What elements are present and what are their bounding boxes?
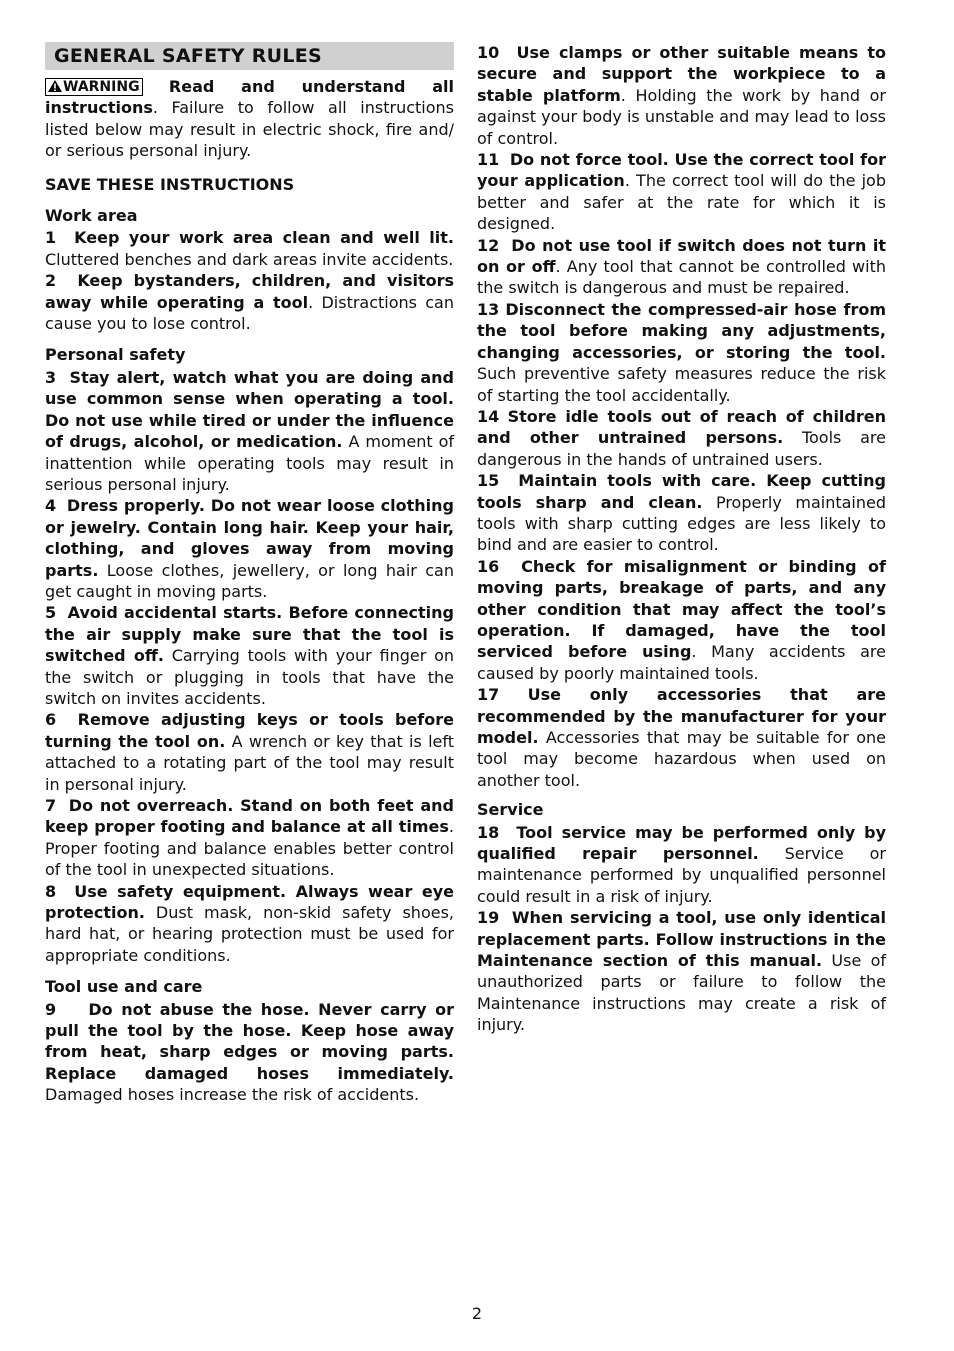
rule-number: 2	[45, 271, 57, 291]
rule-18	[477, 822, 886, 908]
rule-number: 5	[45, 603, 57, 623]
warning-triangle-icon	[47, 79, 63, 93]
rule-number: 9	[45, 999, 57, 1019]
rule-bold: Do not abuse the hose. Never carry or pull the tool by the hose. Keep hose away from heat, sharp edges or moving parts. Replace damaged hoses immediately.	[45, 999, 455, 1083]
rule-bold: Dress properly. Do not wear loose clothing or jewelry. Contain long hair. Keep your hair, clothing, and gloves away from moving parts.	[45, 496, 455, 580]
rule-text: . Many accidents are caused by poorly maintained tools.	[477, 642, 887, 683]
warning-text: . Failure to follow all instructions listed below may result in electric shock, fire and/ or serious personal injury.	[45, 98, 454, 161]
rule-text: A moment of inattention while operating tools may result in serious personal injury.	[45, 432, 455, 494]
right-column	[477, 42, 886, 1036]
rule-text: . Any tool that cannot be controlled with the switch is dangerous and must be repaired.	[477, 257, 887, 298]
section-work-area: Work area	[45, 206, 138, 226]
rule-2	[45, 270, 454, 334]
rule-number: 19	[477, 908, 500, 928]
rule-number: 13	[477, 299, 500, 319]
rule-number: 3	[45, 367, 57, 387]
rule-text: . Proper footing and balance enables better control of the tool in unexpected situations.	[45, 817, 454, 880]
left-column	[45, 42, 454, 1106]
rule-bold: Stay alert, watch what you are doing and use common sense when operating a tool. Do not use while tired or under the influence of drugs, alcohol, or medication.	[45, 367, 454, 452]
rule-bold: Keep bystanders, children, and visitors away while operating a tool	[45, 271, 455, 312]
rule-number: 16	[477, 556, 500, 576]
rule-number: 15	[477, 471, 500, 491]
rule-bold: Keep your work area clean and well lit.	[74, 228, 454, 248]
rule-11	[477, 149, 886, 235]
rule-14	[477, 406, 886, 470]
rule-number: 6	[45, 710, 57, 730]
rule-13	[477, 299, 886, 406]
rule-number: 18	[477, 822, 500, 842]
rule-text: Such preventive safety measures reduce the risk of starting the tool accidentally.	[477, 364, 886, 405]
rule-text: Carrying tools with your finger on the switch or plugging in tools that have the switch on invites accidents.	[45, 646, 454, 708]
rule-bold: Check for misalignment or binding of moving parts, breakage of parts, and any other condition that may affect the tool’s operation. If damaged, have the tool serviced before using	[477, 556, 886, 662]
rule-bold: Disconnect the compressed-air hose from the tool before making any adjustments, changing accessories, or storing the tool.	[477, 299, 886, 362]
rule-text: . Distractions can cause you to lose control.	[45, 292, 454, 334]
warning-bold: Read and understand all instructions	[45, 77, 454, 118]
page-title: GENERAL SAFETY RULES	[45, 42, 454, 70]
rule-bold: Use safety equipment. Always wear eye protection.	[45, 881, 455, 923]
section-personal-safety: Personal safety	[45, 345, 186, 365]
rule-text: Accessories that may be suitable for one tool may become hazardous when used on another tool.	[477, 728, 886, 790]
rule-number: 8	[45, 881, 57, 901]
warning-badge-label: WARNING	[63, 79, 140, 95]
rule-9	[45, 999, 454, 1106]
rule-3	[45, 367, 454, 495]
rule-number: 7	[45, 796, 57, 815]
rule-bold: Do not use tool if switch does not turn it on or off	[477, 235, 887, 277]
rule-text: Properly maintained tools with sharp cutting edges are less likely to bind and are easier to control.	[477, 492, 886, 555]
rule-4	[45, 495, 454, 602]
rule-15	[477, 470, 886, 556]
rule-bold: Avoid accidental starts. Before connecting the air supply make sure that the tool is switched off.	[45, 603, 454, 666]
page-number: 2	[471, 1304, 483, 1323]
rule-number: 11	[477, 150, 500, 170]
rule-text: Service or maintenance performed by unqualified personnel could result in a risk of injury.	[477, 844, 887, 906]
rule-text: . The correct tool will do the job better and safer at the rate for which it is designed.	[477, 171, 887, 234]
rule-17	[477, 684, 886, 791]
rule-8	[45, 881, 454, 967]
rule-5	[45, 602, 454, 709]
rule-text: A wrench or key that is left attached to a rotating part of the tool may result in personal injury.	[45, 731, 455, 794]
rule-bold: Use clamps or other suitable means to secure and support the workpiece to a stable platform	[477, 43, 886, 105]
warning-paragraph	[45, 76, 454, 162]
rule-number: 4	[45, 496, 57, 516]
rule-bold: Tool service may be performed only by qualified repair personnel.	[477, 822, 887, 864]
rule-bold: Do not force tool. Use the correct tool for your application	[477, 150, 887, 191]
rule-text: Tools are dangerous in the hands of untrained users.	[477, 428, 886, 469]
rule-12	[477, 235, 886, 299]
rule-bold: Remove adjusting keys or tools before turning the tool on.	[45, 710, 455, 751]
rule-text: Dust mask, non-skid safety shoes, hard hat, or hearing protection must be used for appropriate conditions.	[45, 903, 454, 965]
rule-number: 14	[477, 406, 500, 426]
rule-text: Use of unauthorized parts or failure to follow the Maintenance instructions may create a risk of injury.	[477, 951, 887, 1035]
rule-16	[477, 556, 886, 684]
rule-number: 12	[477, 235, 500, 255]
rule-number: 17	[477, 685, 500, 705]
rule-text: Damaged hoses increase the risk of accidents.	[45, 1085, 420, 1105]
rule-6	[45, 709, 454, 795]
rule-bold: Maintain tools with care. Keep cutting tools sharp and clean.	[477, 471, 887, 512]
rule-1	[45, 227, 454, 270]
rule-10	[477, 42, 886, 149]
rule-bold: Use only accessories that are recommended by the manufacturer for your model.	[477, 685, 886, 747]
section-service: Service	[477, 800, 544, 820]
rule-number: 10	[477, 43, 500, 62]
rule-bold: When servicing a tool, use only identical replacement parts. Follow instructions in the Maintenance section of this manual.	[477, 908, 887, 971]
rule-text: Loose clothes, jewellery, or long hair can get caught in moving parts.	[45, 560, 454, 601]
rule-text: . Holding the work by hand or against your body is unstable and may lead to loss of control.	[477, 85, 886, 148]
warning-badge	[45, 78, 143, 96]
section-tool-use: Tool use and care	[45, 977, 203, 997]
rule-19	[477, 907, 886, 1035]
rule-7	[45, 795, 454, 881]
rule-bold: Store idle tools out of reach of children and other untrained persons.	[477, 406, 886, 448]
rule-number: 1	[45, 228, 57, 248]
save-instructions: SAVE THESE INSTRUCTIONS	[45, 174, 295, 194]
rule-bold: Do not overreach. Stand on both feet and keep proper footing and balance at all times	[45, 796, 454, 837]
rule-text: Cluttered benches and dark areas invite accidents.	[45, 249, 454, 269]
